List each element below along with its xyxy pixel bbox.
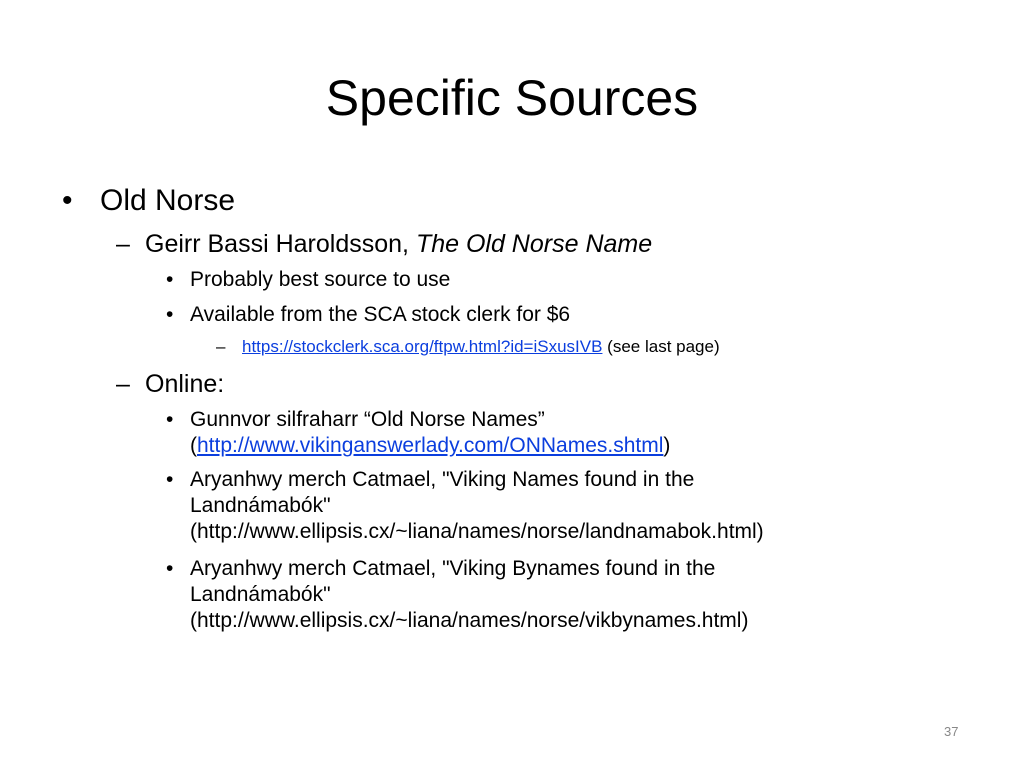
page-number: 37 xyxy=(944,724,959,739)
online-source-1-line1: Gunnvor silfraharr “Old Norse Names” xyxy=(190,408,545,431)
vikinganswerlady-link[interactable]: http://www.vikinganswerlady.com/ONNames.shtml xyxy=(197,434,664,457)
bullet-marker: • xyxy=(62,184,73,217)
book-title: The Old Norse Name xyxy=(415,230,653,258)
online-heading: Online: xyxy=(145,370,225,398)
paren-open: ( xyxy=(190,434,197,457)
online-source-2-line2: Landnámabók" xyxy=(190,494,331,517)
slide-title: Specific Sources xyxy=(325,70,699,126)
bullet-marker: • xyxy=(166,557,174,580)
dash-marker: – xyxy=(116,370,130,398)
dash-marker: – xyxy=(216,337,226,356)
stockclerk-note: (see last page) xyxy=(602,337,720,356)
bullet-old-norse: Old Norse xyxy=(100,184,236,217)
book-reference xyxy=(145,229,652,259)
online-source-2-line1: Aryanhwy merch Catmael, "Viking Names found in the xyxy=(190,468,695,491)
book-author: Geirr Bassi Haroldsson, xyxy=(145,230,416,258)
online-source-2-line3: (http://www.ellipsis.cx/~liana/names/norse/landnamabok.html) xyxy=(190,520,764,543)
bullet-marker: • xyxy=(166,408,174,431)
bullet-marker: • xyxy=(166,268,174,291)
bullet-marker: • xyxy=(166,303,174,326)
bullet-marker: • xyxy=(166,468,174,491)
paren-close: ) xyxy=(663,434,671,457)
online-source-3-line1: Aryanhwy merch Catmael, "Viking Bynames found in the xyxy=(190,557,716,580)
stockclerk-line xyxy=(242,336,720,358)
book-point-2: Available from the SCA stock clerk for $6 xyxy=(190,303,571,326)
dash-marker: – xyxy=(116,230,130,258)
online-source-3-line3: (http://www.ellipsis.cx/~liana/names/norse/vikbynames.html) xyxy=(190,609,749,632)
stockclerk-link[interactable]: https://stockclerk.sca.org/ftpw.html?id=iSxusIVB xyxy=(242,337,603,356)
book-point-1: Probably best source to use xyxy=(190,268,451,291)
online-source-3-line2: Landnámabók" xyxy=(190,583,331,606)
online-source-1-line2 xyxy=(190,433,670,459)
